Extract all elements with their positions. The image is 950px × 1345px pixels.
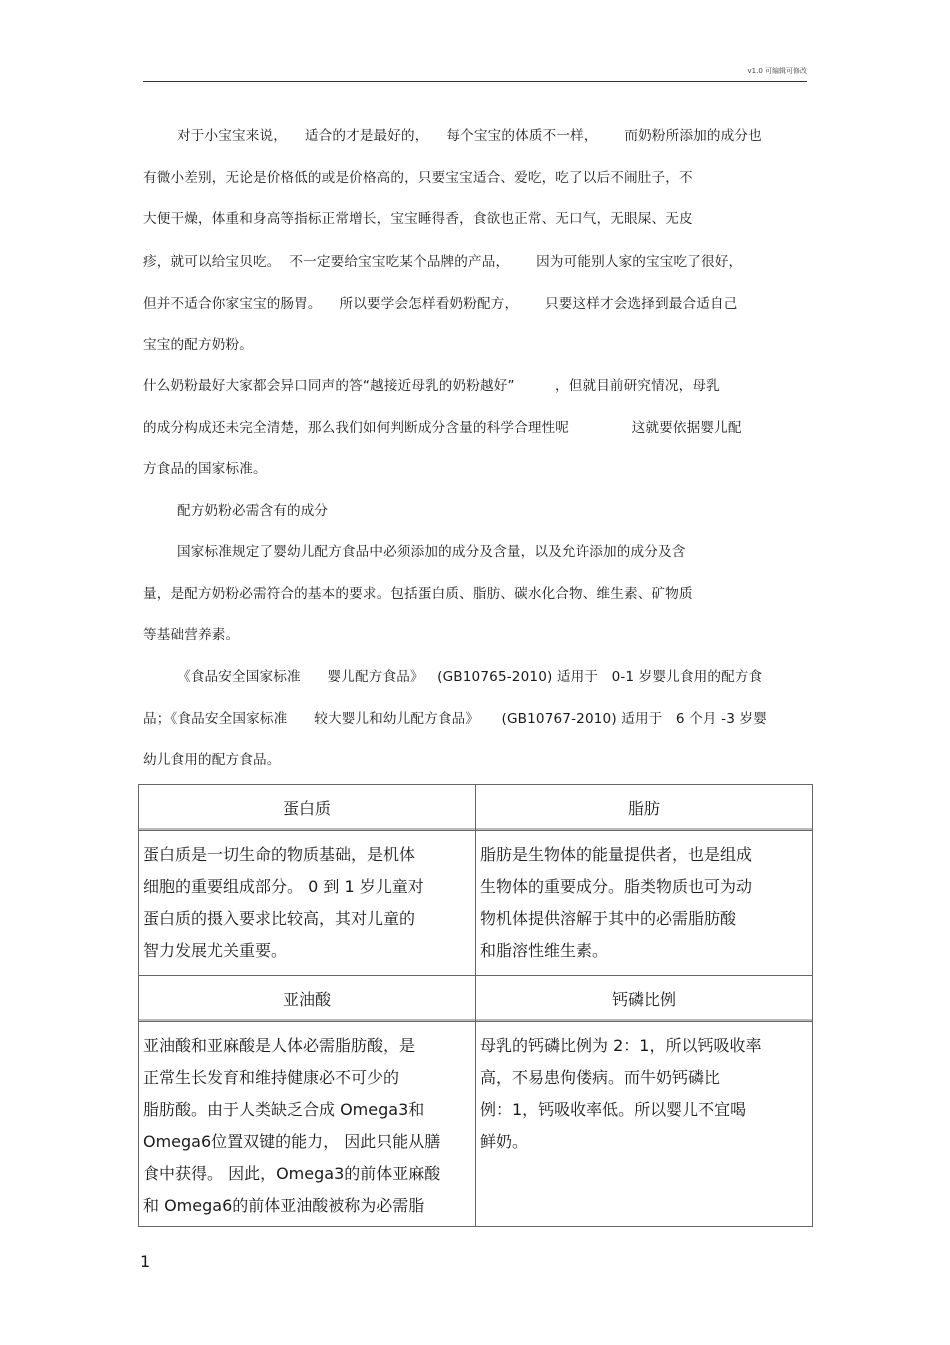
paragraph-line: 宝宝的配方奶粉。 bbox=[143, 337, 253, 353]
paragraph-line: 品；《食品安全国家标准 较大婴儿和幼儿配方食品》 (GB10767-2010) 适用于 6 个月 -3 岁婴 bbox=[143, 711, 767, 727]
paragraph-line: 的成分构成还未完全清楚，那么我们如何判断成分含量的科学合理性呢 这就要依据婴儿配 bbox=[143, 420, 742, 436]
paragraph-line: 但并不适合你家宝宝的肠胃。 所以要学会怎样看奶粉配方， 只要这样才会选择到最合适自己 bbox=[143, 296, 738, 312]
paragraph-line: 国家标准规定了婴幼儿配方食品中必须添加的成分及含量，以及允许添加的成分及含 bbox=[177, 544, 686, 560]
paragraph-line: 有微小差别，无论是价格低的或是价格高的，只要宝宝适合、爱吃，吃了以后不闹肚子，不 bbox=[143, 170, 693, 186]
table-body-cell: 母乳的钙磷比例为 2：1，所以钙吸收率 高，不易患佝偻病。而牛奶钙磷比 例：1，钙吸收率低。所以婴儿不宜喝 鲜奶。 bbox=[476, 1022, 813, 1227]
table-header-row bbox=[139, 785, 813, 831]
table-body-cell: 蛋白质是一切生命的物质基础，是机体 细胞的重要组成部分。 0 到 1 岁儿童对 蛋白质的摄入要求比较高，其对儿童的 智力发展尤关重要。 bbox=[139, 831, 476, 976]
paragraph-line: 幼儿食用的配方食品。 bbox=[143, 752, 281, 768]
table-header-cell: 亚油酸 bbox=[139, 976, 476, 1022]
paragraph-line: 量，是配方奶粉必需符合的基本的要求。包括蛋白质、脂肪、碳水化合物、维生素、矿物质 bbox=[143, 586, 693, 602]
paragraph-line: 疹，就可以给宝贝吃。 不一定要给宝宝吃某个品牌的产品， 因为可能别人家的宝宝吃了很好， bbox=[143, 254, 743, 270]
table-header-cell: 脂肪 bbox=[476, 785, 813, 831]
paragraph-line: 什么奶粉最好大家都会异口同声的答“越接近母乳的奶粉越好” ，但就目前研究情况，母乳 bbox=[143, 378, 720, 394]
page-number: 1 bbox=[140, 1252, 151, 1271]
paragraph-line: 《食品安全国家标准 婴儿配方食品》 (GB10765-2010) 适用于 0-1 岁婴儿食用的配方食 bbox=[177, 669, 763, 685]
table-body-cell: 脂肪是生物体的能量提供者，也是组成 生物体的重要成分。脂类物质也可为动 物机体提供溶解于其中的必需脂肪酸 和脂溶性维生素。 bbox=[476, 831, 813, 976]
paragraph-line: 等基础营养素。 bbox=[143, 627, 240, 643]
table-body-cell: 亚油酸和亚麻酸是人体必需脂肪酸，是 正常生长发育和维持健康必不可少的 脂肪酸。由于人类缺乏合成 Omega3和 Omega6位置双键的能力， 因此只能从膳 食中获得。 因此，Omega3的前体亚麻酸 和 Omega6的前体亚油酸被称为必需脂 bbox=[139, 1022, 476, 1227]
table-header-cell: 钙磷比例 bbox=[476, 976, 813, 1022]
paragraph-line: 大便干燥，体重和身高等指标正常增长，宝宝睡得香，食欲也正常、无口气，无眼屎、无皮 bbox=[143, 211, 693, 227]
header-version-text: v1.0 可编辑可修改 bbox=[747, 67, 807, 75]
table-header-cell: 蛋白质 bbox=[139, 785, 476, 831]
table-body-row bbox=[139, 1022, 813, 1227]
section-heading: 配方奶粉必需含有的成分 bbox=[177, 503, 329, 519]
table-header-row bbox=[139, 976, 813, 1022]
nutrient-table bbox=[138, 784, 813, 1227]
header-rule bbox=[143, 81, 807, 82]
table-body-row bbox=[139, 831, 813, 976]
paragraph-line: 方食品的国家标准。 bbox=[143, 461, 267, 477]
paragraph-line: 对于小宝宝来说， 适合的才是最好的， 每个宝宝的体质不一样， 而奶粉所添加的成分也 bbox=[177, 128, 762, 144]
